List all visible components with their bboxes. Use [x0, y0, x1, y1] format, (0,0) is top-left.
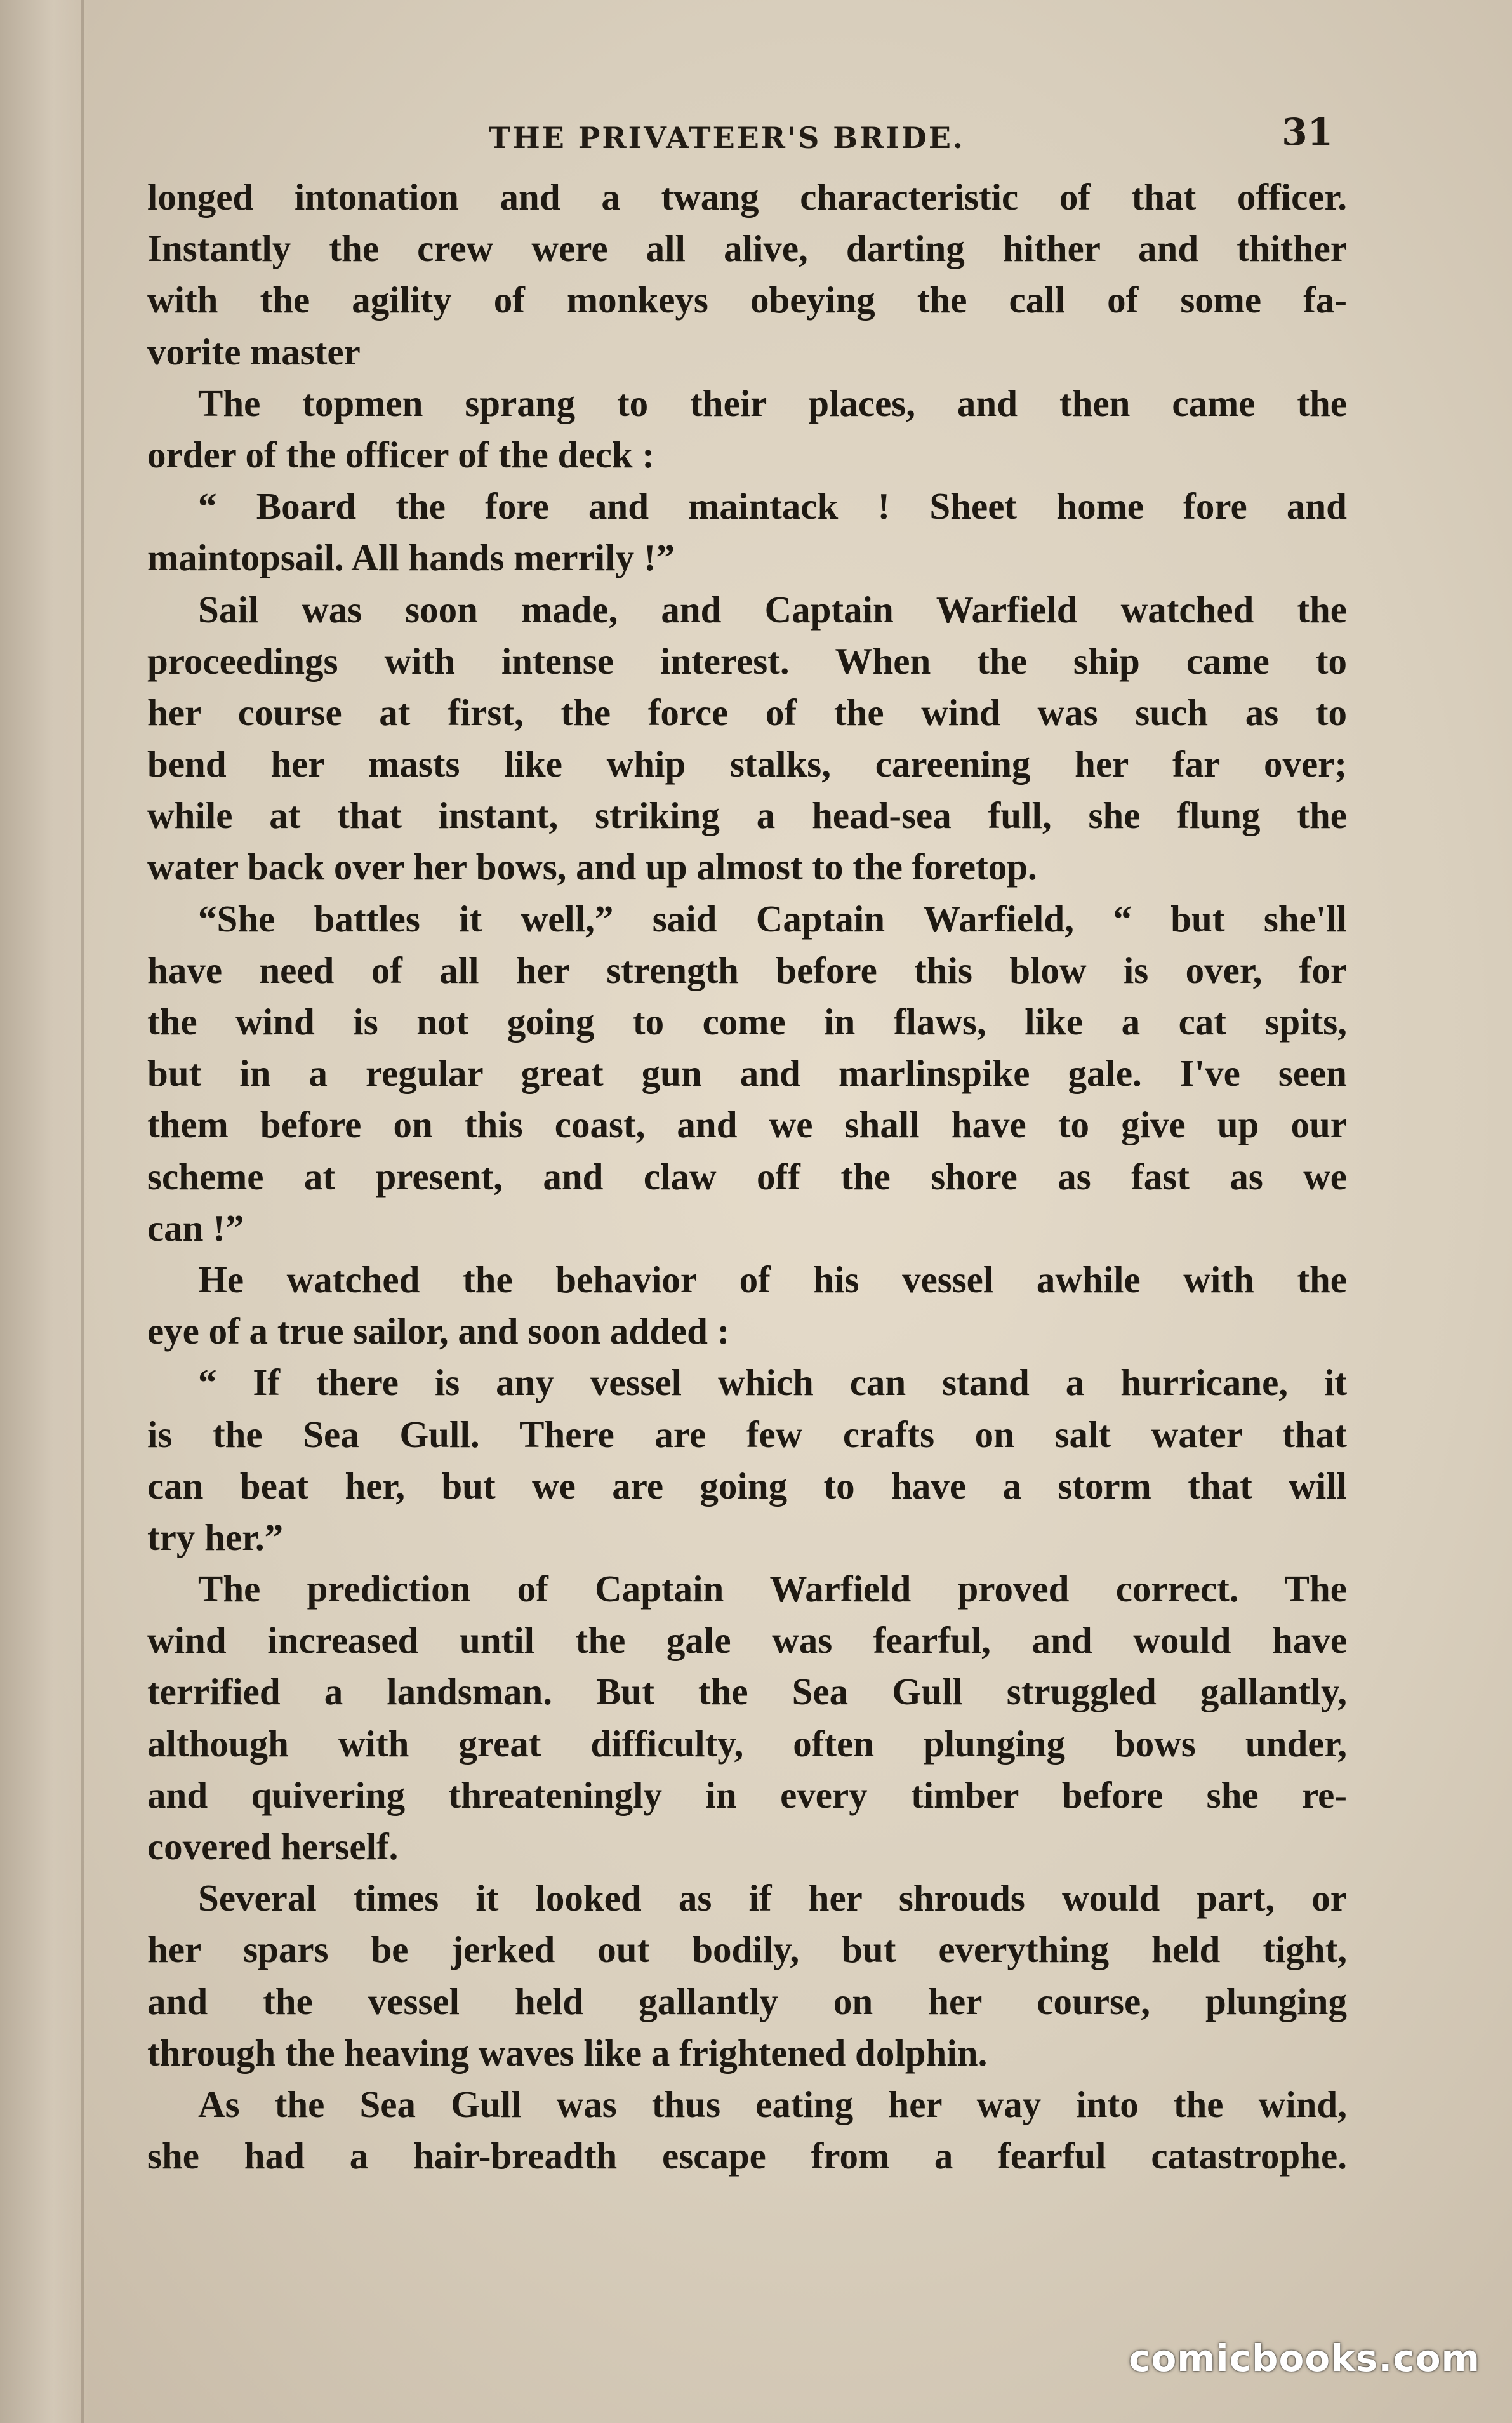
text-line: have need of all her strength before this blow is over, for	[147, 949, 1347, 991]
page-header	[146, 108, 1333, 165]
body-text	[147, 171, 1347, 2182]
text-line: can beat her, but we are going to have a storm that will	[147, 1464, 1347, 1507]
text-line: try her.”	[147, 1516, 284, 1558]
text-line: He watched the behavior of his vessel awhile with the	[198, 1258, 1347, 1300]
page-number: 31	[1282, 110, 1333, 154]
text-line: water back over her bows, and up almost to the foretop.	[147, 846, 1037, 888]
text-line: the wind is not going to come in flaws, like a cat spits,	[147, 1001, 1347, 1043]
text-line: can !”	[147, 1206, 244, 1249]
text-line: through the heaving waves like a frightened dolphin.	[147, 2031, 988, 2074]
text-line: wind increased until the gale was fearful, and would have	[147, 1619, 1347, 1662]
text-line: with the agility of monkeys obeying the call of some fa-	[147, 279, 1347, 321]
running-title: THE PRIVATEER'S BRIDE.	[489, 121, 965, 155]
text-line: them before on this coast, and we shall have to give up our	[147, 1104, 1347, 1146]
page-fold	[81, 0, 84, 2423]
text-line: is the Sea Gull. There are few crafts on salt water that	[147, 1413, 1347, 1455]
text-line: eye of a true sailor, and soon added :	[147, 1310, 730, 1352]
text-line: bend her masts like whip stalks, careening her far over;	[147, 743, 1347, 785]
text-line: and the vessel held gallantly on her course, plunging	[147, 1980, 1347, 2022]
text-line: and quivering threateningly in every timber before she re-	[147, 1773, 1347, 1816]
text-line: The topmen sprang to their places, and then came the	[198, 382, 1347, 424]
text-line: Sail was soon made, and Captain Warfield watched the	[198, 588, 1347, 631]
text-line: Several times it looked as if her shrouds would part, or	[198, 1877, 1347, 1919]
text-line: As the Sea Gull was thus eating her way into the wind,	[198, 2083, 1347, 2125]
text-line: Instantly the crew were all alive, darting hither and thither	[147, 227, 1347, 270]
text-line: order of the officer of the deck :	[147, 433, 654, 476]
text-line: her course at first, the force of the wind was such as to	[147, 691, 1347, 733]
text-line: proceedings with intense interest. When the ship came to	[147, 639, 1347, 682]
text-line: while at that instant, striking a head-sea full, she flung the	[147, 794, 1347, 837]
page-gutter	[0, 0, 89, 2423]
text-line: vorite master	[147, 330, 361, 373]
text-line: she had a hair-breadth escape from a fearful catastrophe.	[147, 2135, 1347, 2177]
text-line: “ If there is any vessel which can stand a hurricane, it	[198, 1361, 1347, 1404]
text-line: “ Board the fore and maintack ! Sheet home fore and	[198, 485, 1347, 528]
text-line: but in a regular great gun and marlinspike gale. I've seen	[147, 1052, 1347, 1095]
text-line: “She battles it well,” said Captain Warfield, “ but she'll	[198, 897, 1347, 940]
text-line: terrified a landsman. But the Sea Gull struggled gallantly,	[147, 1671, 1347, 1713]
text-line: scheme at present, and claw off the shore as fast as we	[147, 1155, 1347, 1198]
site-watermark: comicbooks.com	[1129, 2337, 1480, 2380]
text-line: although with great difficulty, often plunging bows under,	[147, 1722, 1347, 1765]
text-line: The prediction of Captain Warfield proved correct. The	[198, 1568, 1347, 1610]
text-line: maintopsail. All hands merrily !”	[147, 537, 675, 579]
text-line: covered herself.	[147, 1826, 399, 1867]
text-line: longed intonation and a twang characteristic of that officer.	[147, 176, 1347, 218]
text-line: her spars be jerked out bodily, but everything held tight,	[147, 1928, 1347, 1971]
